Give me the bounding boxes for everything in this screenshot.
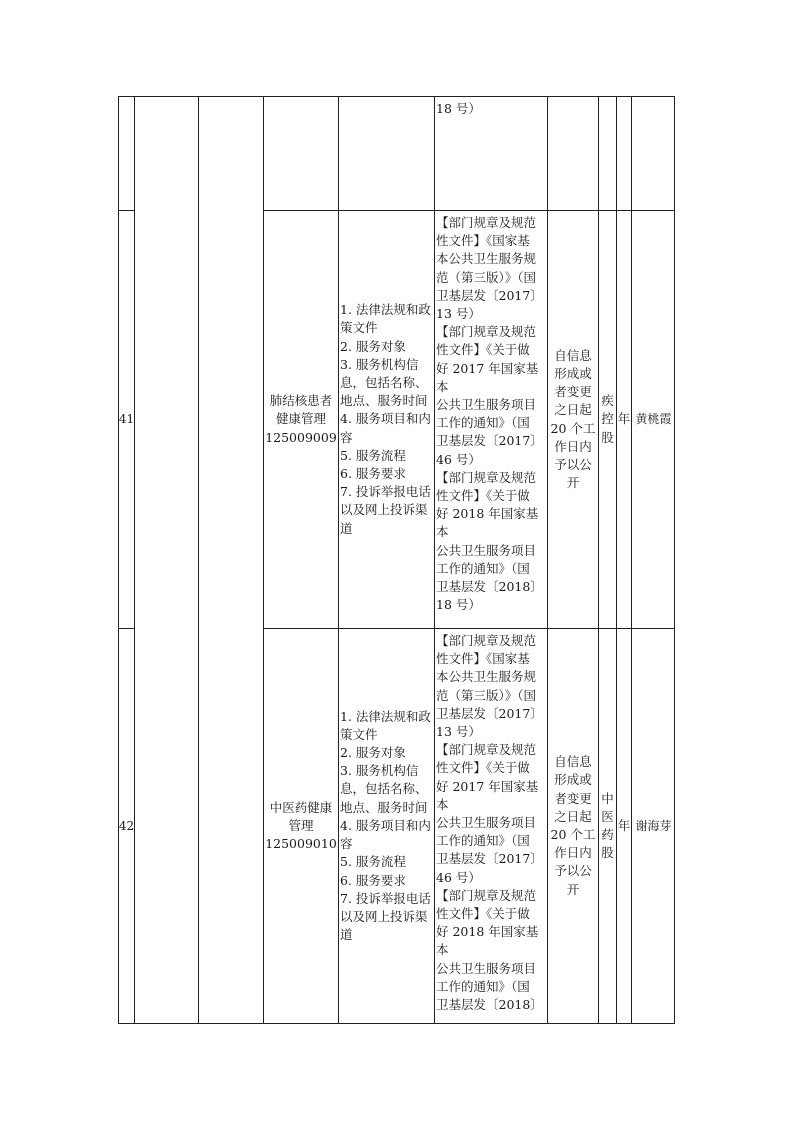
content-cell xyxy=(339,211,435,628)
period-text: 年 xyxy=(617,817,631,833)
content-text: 1. 法律法规和政 策文件 2. 服务对象 3. 服务机构信 息，包括名称、 地点、服务时间 4. 服务项目和内 容 5. 服务流程 6. 服务要求 7. 投诉举报电话 以及网上投诉渠 道 xyxy=(340,708,431,943)
person-text: 黄桃霞 xyxy=(635,412,672,427)
time-limit-text: 自信息 形成或 者变更 之日起 20 个工 作日内 予以公 开 xyxy=(550,754,596,897)
content-text: 1. 法律法规和政 策文件 2. 服务对象 3. 服务机构信 息，包括名称、 地点、服务时间 4. 服务项目和内 容 5. 服务流程 6. 服务要求 7. 投诉举报电话 以及网上投诉渠 道 xyxy=(340,302,431,536)
person-text: 谢海芽 xyxy=(635,818,672,833)
basis-cell: 【部门规章及规范 性文件】《国家基 本公共卫生服务规 范（第三版）》（国 卫基层发〔2017〕 13 号） 【部门规章及规范 性文件】《关于做 好 2017 年国家基本 公共卫生服务项目 工作的通知》（国 卫基层发〔2017〕 46 号） 【部门规章及规范 性文件】《关于做 好 2018 年国家基本 公共卫生服务项目 工作的通知》（国 卫基层发〔2018〕 xyxy=(436,633,543,1013)
content-cell xyxy=(339,629,435,1023)
table-border-top xyxy=(118,96,675,97)
person-cell xyxy=(632,211,675,628)
time-limit-cell xyxy=(548,629,598,1023)
period-cell xyxy=(617,211,631,628)
row-number-text: 41 xyxy=(118,412,135,427)
item-name-text: 肺结核患者 健康管理 125009009 xyxy=(265,393,337,445)
dept-cell xyxy=(599,629,616,1023)
table-border-bottom xyxy=(118,1023,675,1024)
item-name-cell xyxy=(264,629,338,1023)
time-limit-text: 自信息 形成或 者变更 之日起 20 个工 作日内 予以公 开 xyxy=(550,347,596,491)
time-limit-cell xyxy=(548,211,598,628)
dept-cell xyxy=(599,211,616,628)
item-name-cell xyxy=(264,211,338,628)
dept-text: 中 医 药 股 xyxy=(601,790,614,861)
period-text: 年 xyxy=(617,411,631,427)
person-cell xyxy=(632,629,675,1023)
row-number-text: 42 xyxy=(118,818,135,833)
basis-cell: 【部门规章及规范 性文件】《国家基 本公共卫生服务规 范（第三版）》（国 卫基层发〔2017〕 13 号） 【部门规章及规范 性文件】《关于做 好 2017 年国家基本 公共卫生服务项目 工作的通知》（国 卫基层发〔2017〕 46 号） 【部门规章及规范 性文件】《关于做 好 2018 年国家基本 公共卫生服务项目 工作的通知》（国 卫基层发〔2018〕 18 号） xyxy=(436,215,543,613)
dept-text: 疾 控 股 xyxy=(601,393,614,445)
period-cell xyxy=(617,629,631,1023)
basis-cell-continued: 18 号） xyxy=(436,101,481,116)
item-name-text: 中医药健康 管理 125009010 xyxy=(265,799,337,852)
table-col-divider xyxy=(198,96,199,1024)
row-number xyxy=(118,211,135,628)
row-number xyxy=(118,629,135,1023)
